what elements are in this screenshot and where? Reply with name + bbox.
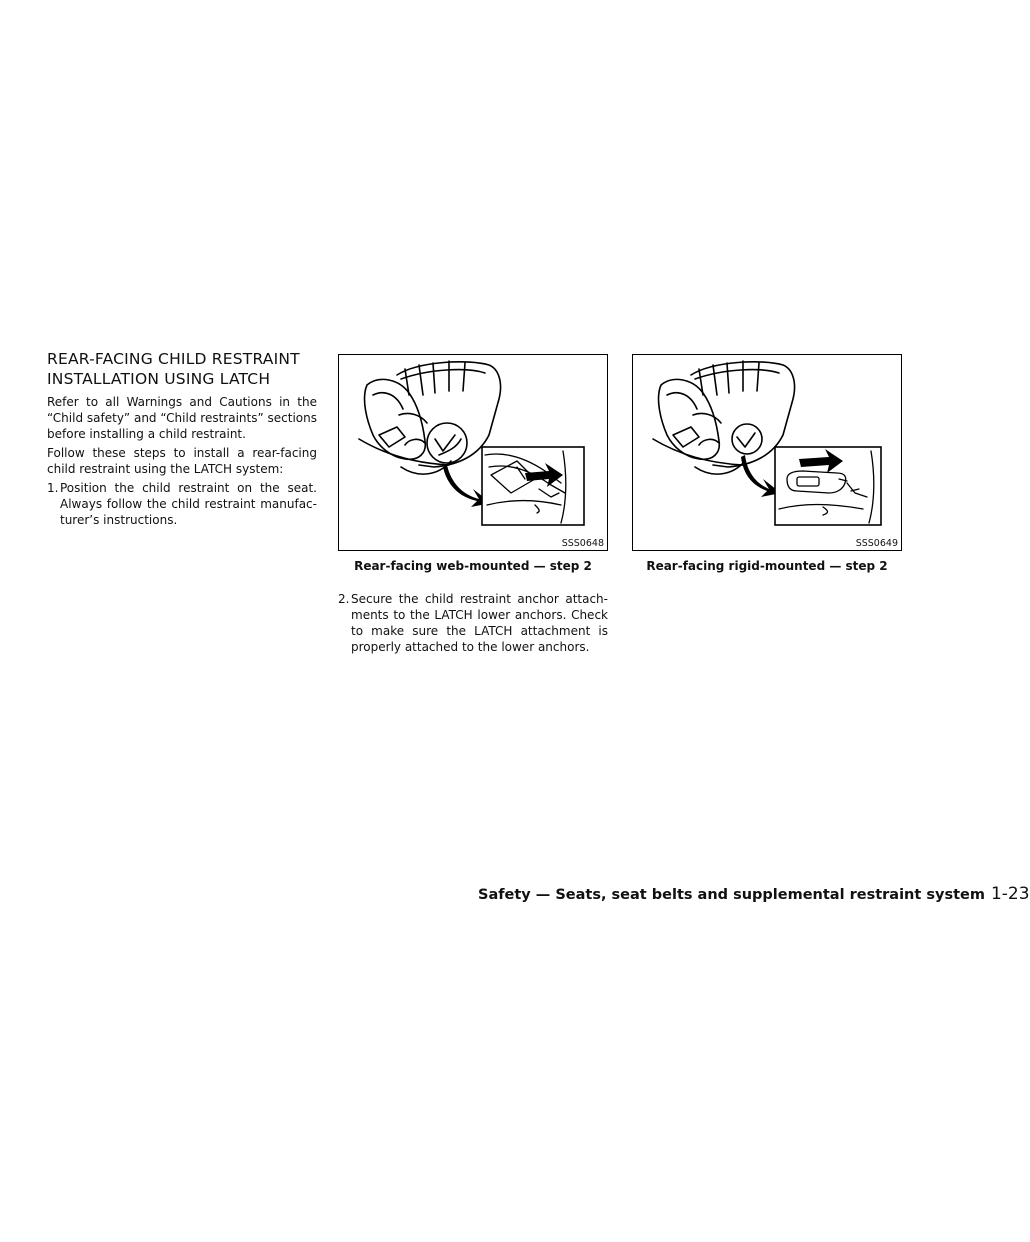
- step-1-number: 1.: [47, 481, 59, 495]
- step-2: [338, 591, 608, 655]
- page-footer: [478, 884, 1030, 904]
- illustration-rigid-mounted: [633, 355, 901, 550]
- section-heading-line-2: INSTALLATION USING LATCH: [47, 370, 271, 388]
- step-1: [47, 480, 317, 528]
- section-heading-line-1: REAR-FACING CHILD RESTRAINT: [47, 350, 300, 368]
- footer-section-title: Safety — Seats, seat belts and supplemental restraint system: [478, 887, 985, 903]
- caption-rigid-mounted: Rear-facing rigid-mounted — step 2: [646, 559, 888, 573]
- step-2-text: Secure the child restraint anchor attach-ments to the LATCH lower anchors. Check to make sure the LATCH attachment is properly attached to the lower anchors.: [351, 592, 608, 654]
- step-2-number: 2.: [338, 592, 350, 606]
- figure-rigid-mounted: [632, 354, 902, 551]
- figure-web-mounted: [338, 354, 608, 551]
- figure-code-web-mounted: SSS0648: [561, 538, 604, 549]
- figure-code-rigid-mounted: SSS0649: [855, 538, 898, 549]
- intro-paragraph-steps: Follow these steps to install a rear-facing child restraint using the LATCH system:: [47, 446, 317, 476]
- step-1-text: Position the child restraint on the seat. Always follow the child restraint manufac-turer’s instructions.: [60, 481, 317, 527]
- caption-web-mounted: Rear-facing web-mounted — step 2: [354, 559, 592, 573]
- section-heading: [47, 349, 327, 389]
- intro-paragraph-warnings: Refer to all Warnings and Cautions in the “Child safety” and “Child restraints” sections before installing a child restraint.: [47, 395, 317, 441]
- page-number: 1-23: [990, 884, 1030, 904]
- illustration-web-mounted: [339, 355, 607, 550]
